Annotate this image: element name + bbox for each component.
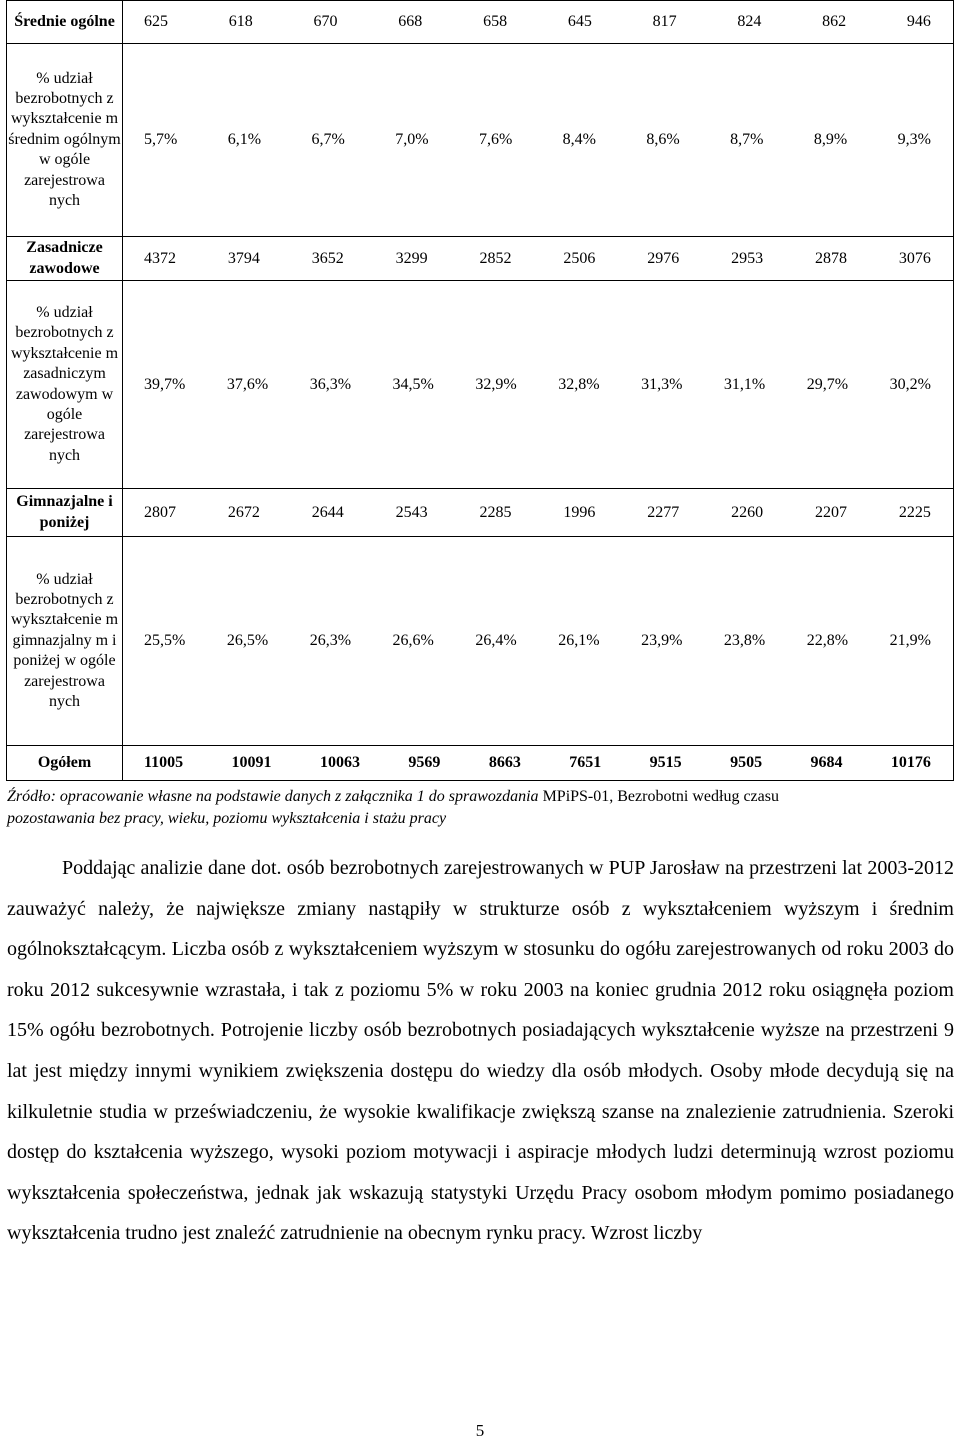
table-cell: 8,6%: [646, 131, 680, 148]
table-cell: 8,9%: [813, 131, 848, 148]
table-cell: 26,4%: [475, 632, 517, 649]
table-cell: 2852: [479, 249, 512, 267]
row-values: [123, 537, 954, 746]
page-number: 5: [475, 1421, 485, 1440]
total-cell: 10176: [890, 754, 931, 771]
table-cell: 25,5%: [144, 632, 186, 649]
table-cell: 618: [228, 13, 253, 30]
total-cell: 9515: [649, 754, 682, 771]
table-cell: 8,4%: [562, 131, 596, 148]
row-values: [123, 44, 954, 237]
row-label: % udział bezrobotnych z wykształcenie m średnim ogólnym w ogóle zarejestrowa nych: [7, 44, 123, 237]
table-cell: 31,3%: [641, 375, 683, 393]
source-prefix: Źródło: opracowanie własne na podstawie danych z załącznika 1 do sprawozdania: [7, 788, 543, 805]
row-label: % udział bezrobotnych z wykształcenie m zasadniczym zawodowym w ogóle zarejestrowa nych: [7, 281, 123, 489]
table-cell: 7,0%: [395, 131, 429, 148]
table-cell: 29,7%: [806, 375, 849, 393]
table-cell: 39,7%: [144, 375, 186, 393]
table-cell: 6,7%: [311, 131, 345, 148]
table-cell: 21,9%: [889, 632, 931, 649]
table-cell: 2260: [731, 503, 764, 521]
row-values: [123, 489, 954, 537]
total-cell: 7651: [569, 754, 602, 771]
table-cell: 5,7%: [144, 131, 178, 148]
source-suffix: pozostawania bez pracy, wieku, poziomu wykształcenia i stażu pracy: [7, 810, 447, 827]
table-cell: 2672: [227, 503, 260, 521]
row-values: [123, 237, 954, 281]
row-label: Gimnazjalne i poniżej: [7, 489, 123, 537]
table-cell: 645: [567, 13, 592, 30]
table-cell: 625: [144, 13, 168, 30]
table-row: [7, 237, 954, 281]
table-cell: 8,7%: [730, 131, 764, 148]
table-cell: 23,8%: [723, 632, 766, 649]
table-cell: 4372: [144, 249, 176, 267]
table-row: [7, 281, 954, 489]
table-cell: 23,9%: [641, 632, 683, 649]
total-row: [7, 746, 954, 781]
total-values: [123, 746, 954, 781]
table-cell: 2976: [647, 249, 680, 267]
table-cell: 824: [737, 13, 762, 30]
table-cell: 36,3%: [309, 375, 352, 393]
table-cell: 3652: [311, 249, 344, 267]
table-cell: 2543: [395, 503, 428, 521]
row-label: Średnie ogólne: [7, 1, 123, 44]
total-label: Ogółem: [7, 746, 123, 781]
table-cell: 2207: [815, 503, 847, 521]
table-cell: 22,8%: [806, 632, 849, 649]
table-cell: 2953: [731, 249, 764, 267]
table-cell: 1996: [563, 503, 596, 521]
table-cell: 30,2%: [889, 375, 931, 393]
table-cell: 26,3%: [309, 632, 352, 649]
table-cell: 3076: [898, 249, 931, 267]
table-cell: 670: [313, 13, 338, 30]
table-row: [7, 537, 954, 746]
table-cell: 658: [483, 13, 508, 30]
row-values: [123, 1, 954, 44]
row-label: % udział bezrobotnych z wykształcenie m gimnazjalny m i poniżej w ogóle zarejestrowa nych: [7, 537, 123, 746]
total-cell: 10063: [319, 754, 360, 771]
table-cell: 6,1%: [227, 131, 262, 148]
body-text: [7, 848, 954, 1254]
table-cell: 7,6%: [478, 131, 513, 148]
table-cell: 32,9%: [475, 375, 517, 393]
table-cell: 3794: [227, 249, 260, 267]
table-cell: 2225: [898, 503, 931, 521]
table-cell: 2277: [647, 503, 680, 521]
total-cell: 9684: [810, 754, 843, 771]
education-table: [6, 0, 954, 781]
table-row: [7, 1, 954, 44]
row-label: Zasadnicze zawodowe: [7, 237, 123, 281]
table-cell: 3299: [395, 249, 428, 267]
table-cell: 32,8%: [558, 375, 600, 393]
source-code: MPiPS-01, Bezrobotni według czasu: [542, 788, 779, 805]
table-cell: 862: [822, 13, 847, 30]
source-note: [7, 786, 953, 830]
total-cell: 9505: [730, 754, 763, 771]
table-cell: 2807: [144, 503, 176, 521]
table-cell: 2644: [311, 503, 344, 521]
table-cell: 9,3%: [897, 131, 931, 148]
table-cell: 26,1%: [558, 632, 600, 649]
table-cell: 31,1%: [723, 375, 766, 393]
body-paragraph: Poddając analizie dane dot. osób bezrobotnych zarejestrowanych w PUP Jarosław na przestrzeni lat 2003-2012 zauważyć należy, że największe zmiany nastąpiły w strukturze osób z wykształceniem wyższym i średnim ogólnokształcącym. Liczba osób z wykształceniem wyższym w stosunku do ogółu zarejestrowanych od roku 2003 do roku 2012 sukcesywnie wzrastała, i tak z poziomu 5% w roku 2003 na koniec grudnia 2012 roku osiągnęła poziom 15% ogółu bezrobotnych. Potrojenie liczby osób bezrobotnych posiadających wykształcenie wyższe na przestrzeni 9 lat jest między innymi wynikiem zwiększenia dostępu do wiedzy dla osób młodych. Osoby młode decydują się na kilkuletnie studia w przeświadczeniu, że wysokie kwalifikacje zwiększą szanse na znalezienie zatrudnienia. Szeroki dostęp do kształcenia wyższego, wysoki poziom motywacji i aspiracje młodych ludzi determinują wzrost poziomu wykształcenia społeczeństwa, jednak jak wskazują statystyki Urzędu Pracy osobom młodym pomimo posiadanego wykształcenia trudno jest znaleźć zatrudnienie na obecnym rynku pracy. Wzrost liczby: [7, 857, 954, 1245]
table-cell: 34,5%: [392, 375, 434, 393]
table-cell: 26,5%: [226, 632, 269, 649]
total-cell: 9569: [408, 754, 441, 771]
total-cell: 11005: [144, 754, 184, 771]
table-cell: 26,6%: [392, 632, 434, 649]
row-values: [123, 281, 954, 489]
table-cell: 817: [652, 13, 677, 30]
table-cell: 37,6%: [226, 375, 269, 393]
table-cell: 668: [398, 13, 423, 30]
table-cell: 946: [906, 13, 931, 30]
table-body: [7, 1, 954, 781]
table-row: [7, 44, 954, 237]
table-row: [7, 489, 954, 537]
table-cell: 2506: [563, 249, 596, 267]
table-cell: 2285: [479, 503, 512, 521]
total-cell: 8663: [488, 754, 521, 771]
total-cell: 10091: [231, 754, 272, 771]
table-cell: 2878: [815, 249, 847, 267]
